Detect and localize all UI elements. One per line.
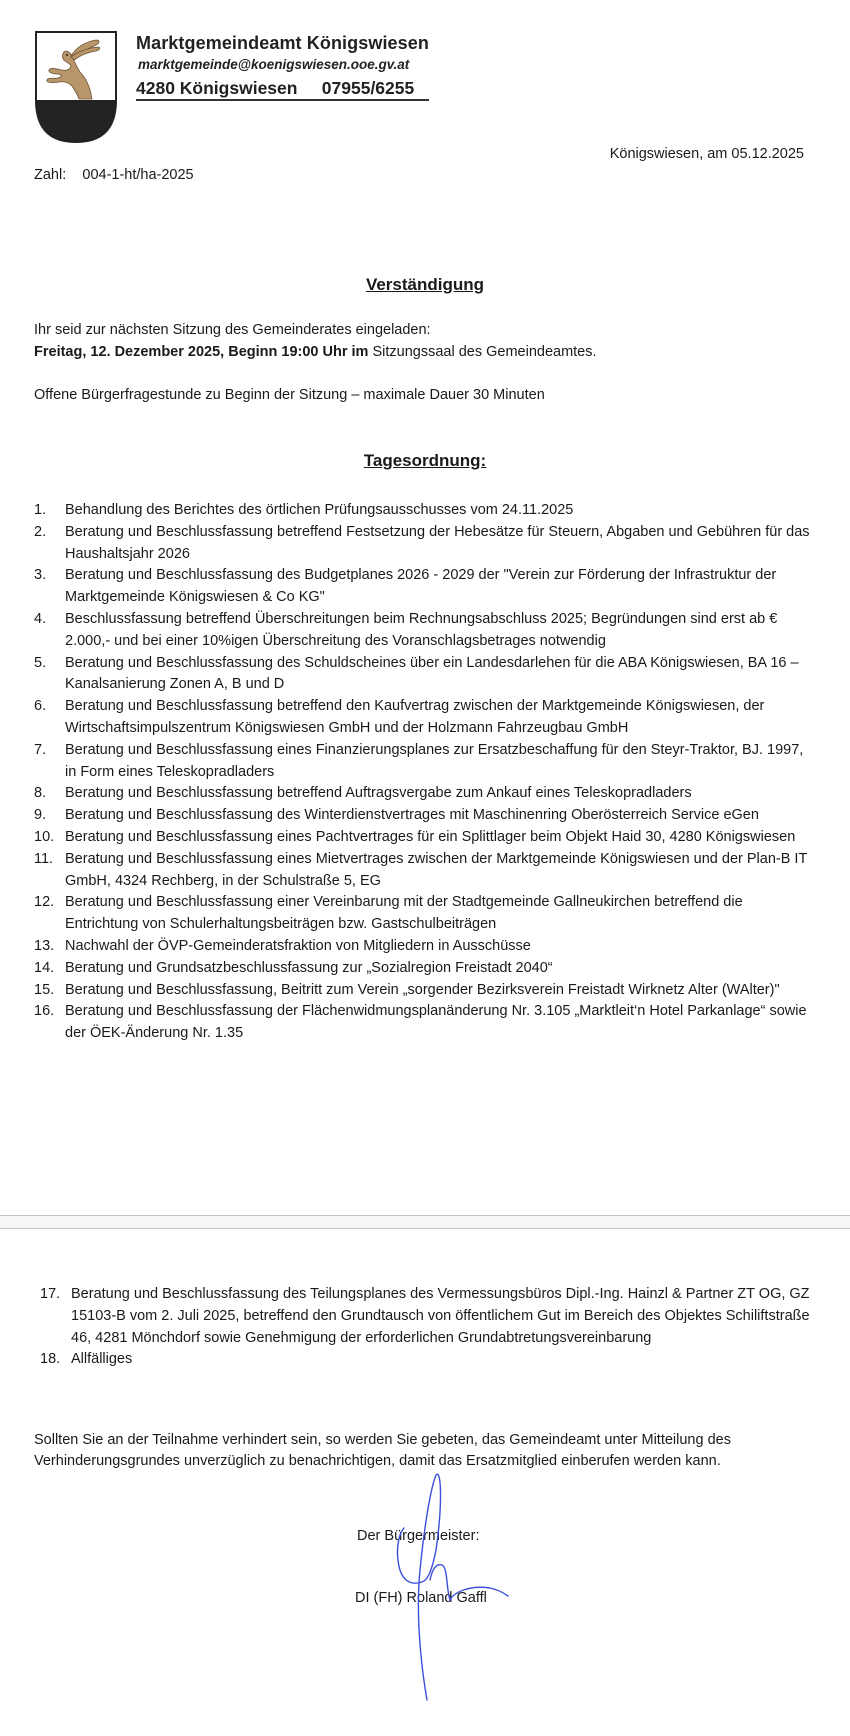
agenda-item-text: Allfälliges bbox=[71, 1351, 133, 1368]
notice-heading: Verständigung bbox=[365, 275, 485, 294]
agenda-item-number: 15. bbox=[34, 981, 55, 998]
agenda-item-text: Beratung und Beschlussfassung eines Mietvertrages zwischen der Marktgemeinde Königswiesen und der Plan-B IT GmbH, 4324 Rechberg, in der Schulstraße 5, EG bbox=[65, 850, 808, 889]
public-question-hour: Offene Bürgerfragestunde zu Beginn der Sitzung – maximale Dauer 30 Minuten bbox=[34, 387, 545, 403]
office-address: 4280 Königswiesen bbox=[136, 78, 298, 98]
agenda-item bbox=[34, 805, 814, 827]
agenda-item-text: Nachwahl der ÖVP-Gemeinderatsfraktion von Mitgliedern in Ausschüsse bbox=[65, 937, 531, 954]
agenda-item-number: 7. bbox=[34, 741, 47, 758]
agenda-item-number: 10. bbox=[34, 828, 55, 845]
agenda-item bbox=[34, 980, 814, 1002]
agenda-item bbox=[34, 827, 814, 849]
page-break bbox=[0, 1215, 850, 1229]
agenda-item-text: Behandlung des Berichtes des örtlichen Prüfungsausschusses vom 24.11.2025 bbox=[65, 502, 574, 518]
agenda-item-text: Beratung und Beschlussfassung betreffend den Kaufvertrag zwischen der Marktgemeinde Königswiesen, der Wirtschaftsimpulszentrum Königswiesen GmbH und der Holzmann Fahrzeugbau GmbH bbox=[65, 698, 765, 736]
document-date: Königswiesen, am 05.12.2025 bbox=[609, 146, 804, 162]
agenda-item-text: Beratung und Beschlussfassung des Teilungsplanes des Vermessungsbüros Dipl.-Ing. Hainzl & Partner ZT OG, GZ 15103-B vom 2. Juli 2025, betreffend den Grundtausch von öffentlichem Gut im Bereich des Objektes Schiliftstraße 46, 4281 Mönchdorf sowie Genehmigung der erforderlichen Grundabtretungsvereinbarung bbox=[71, 1286, 810, 1346]
agenda-item-number: 18. bbox=[40, 1351, 61, 1368]
agenda-item-number: 3. bbox=[34, 567, 47, 584]
agenda-item bbox=[34, 936, 814, 958]
agenda-item-number: 4. bbox=[34, 610, 47, 627]
agenda-item-text: Beratung und Beschlussfassung eines Pachtvertrages für ein Splittlager beim Objekt Haid 30, 4280 Königswiesen bbox=[65, 828, 796, 845]
agenda-item-text: Beratung und Beschlussfassung des Budgetplanes 2026 - 2029 der "Verein zur Förderung der Infrastruktur der Marktgemeinde Königswiesen & Co KG" bbox=[65, 567, 777, 606]
closing-text: Sollten Sie an der Teilnahme verhindert sein, so werden Sie gebeten, das Gemeindeamt unter Mitteilung des Verhinderungsgrundes unverzüglich zu benachrichtigen, damit das Ersatzmitglied einberufen werden kann. bbox=[34, 1432, 731, 1469]
meeting-time-location bbox=[34, 342, 597, 363]
agenda-item-number: 1. bbox=[34, 502, 47, 518]
office-address-line bbox=[136, 78, 429, 101]
agenda-item-number: 5. bbox=[34, 654, 47, 671]
agenda-item-text: Beratung und Beschlussfassung des Winterdienstvertrages mit Maschinenring Oberösterreich Service eGen bbox=[65, 807, 759, 824]
agenda-item bbox=[34, 653, 814, 697]
reference-label: Zahl: bbox=[34, 167, 67, 183]
agenda-item-number: 9. bbox=[34, 807, 47, 824]
office-email: marktgemeinde@koenigswiesen.ooe.gv.at bbox=[138, 57, 410, 72]
agenda-item-text: Beratung und Beschlussfassung betreffend Festsetzung der Hebesätze für Steuern, Abgaben und Gebühren für das Haushaltsjahr 2026 bbox=[65, 523, 810, 562]
office-name: Marktgemeindeamt Königswiesen bbox=[136, 33, 429, 53]
agenda-item-text: Beratung und Beschlussfassung einer Vereinbarung mit der Stadtgemeinde Gallneukirchen betreffend die Entrichtung von Schulerhaltungsbeiträgen bzw. Gastschulbeiträgen bbox=[65, 894, 743, 933]
office-phone: 07955/6255 bbox=[321, 78, 415, 98]
agenda-item bbox=[34, 500, 814, 522]
agenda-item bbox=[34, 565, 814, 609]
agenda-item-text: Beratung und Beschlussfassung betreffend Auftragsvergabe zum Ankauf eines Teleskopradladers bbox=[65, 785, 692, 802]
agenda-item-text: Beratung und Beschlussfassung der Flächenwidmungsplanänderung Nr. 3.105 „Marktleit‘n Hotel Parkanlage“ sowie der ÖEK-Änderung Nr. 1.35 bbox=[65, 1003, 807, 1042]
agenda-item-text: Beratung und Beschlussfassung, Beitritt zum Verein „sorgender Bezirksverein Freistadt Wirknetz Alter (WAlter)" bbox=[65, 981, 780, 998]
agenda-item bbox=[34, 696, 814, 740]
agenda-item bbox=[34, 1001, 814, 1045]
hare-eye-icon bbox=[66, 54, 68, 56]
agenda-item-text: Beratung und Grundsatzbeschlussfassung zur „Sozialregion Freistadt 2040“ bbox=[65, 959, 553, 976]
agenda-item bbox=[40, 1349, 820, 1371]
notice-intro: Ihr seid zur nächsten Sitzung des Gemeinderates eingeladen: bbox=[34, 322, 431, 338]
agenda-item bbox=[34, 740, 814, 784]
agenda-list-page1 bbox=[34, 500, 814, 1045]
agenda-item-text: Beratung und Beschlussfassung eines Finanzierungsplanes zur Ersatzbeschaffung für den Steyr-Traktor, BJ. 1997, in Form eines Teleskopradladers bbox=[65, 741, 804, 780]
signature-icon bbox=[350, 1470, 550, 1710]
meeting-location: Sitzungssaal des Gemeindeamtes. bbox=[368, 344, 597, 360]
agenda-item-number: 11. bbox=[34, 850, 54, 867]
signer-name: DI (FH) Roland Gaffl bbox=[355, 1590, 487, 1606]
agenda-item-number: 16. bbox=[34, 1003, 55, 1020]
meeting-datetime: Freitag, 12. Dezember 2025, Beginn 19:00 Uhr im bbox=[34, 344, 369, 360]
agenda-item-number: 14. bbox=[34, 959, 55, 976]
agenda-item-number: 12. bbox=[34, 894, 55, 911]
reference-value: 004-1-ht/ha-2025 bbox=[82, 167, 194, 183]
agenda-item-number: 2. bbox=[34, 523, 47, 540]
agenda-item bbox=[34, 609, 814, 653]
agenda-item bbox=[34, 522, 814, 566]
agenda-item-text: Beschlussfassung betreffend Überschreitungen beim Rechnungsabschluss 2025; Begründungen sind erst ab € 2.000,- und bei einer 10%igen Überschreitung des Voranschlagsbetrages notwendig bbox=[65, 610, 778, 649]
agenda-item-number: 6. bbox=[34, 698, 47, 715]
reference-number bbox=[34, 167, 194, 183]
agenda-item bbox=[40, 1284, 820, 1349]
agenda-item-number: 13. bbox=[34, 937, 55, 954]
agenda-item bbox=[34, 783, 814, 805]
agenda-item bbox=[34, 892, 814, 936]
coat-of-arms-icon bbox=[34, 30, 118, 144]
agenda-item bbox=[34, 958, 814, 980]
agenda-item-text: Beratung und Beschlussfassung des Schuldscheines über ein Landesdarlehen für die ABA Königswiesen, BA 16 – Kanalsanierung Zonen A, B und D bbox=[65, 654, 799, 693]
signer-role: Der Bürgermeister: bbox=[357, 1528, 480, 1544]
agenda-list-page2 bbox=[40, 1284, 820, 1371]
agenda-item bbox=[34, 849, 814, 893]
agenda-item-number: 8. bbox=[34, 785, 47, 802]
agenda-heading: Tagesordnung: bbox=[363, 451, 487, 470]
agenda-item-number: 17. bbox=[40, 1286, 61, 1302]
